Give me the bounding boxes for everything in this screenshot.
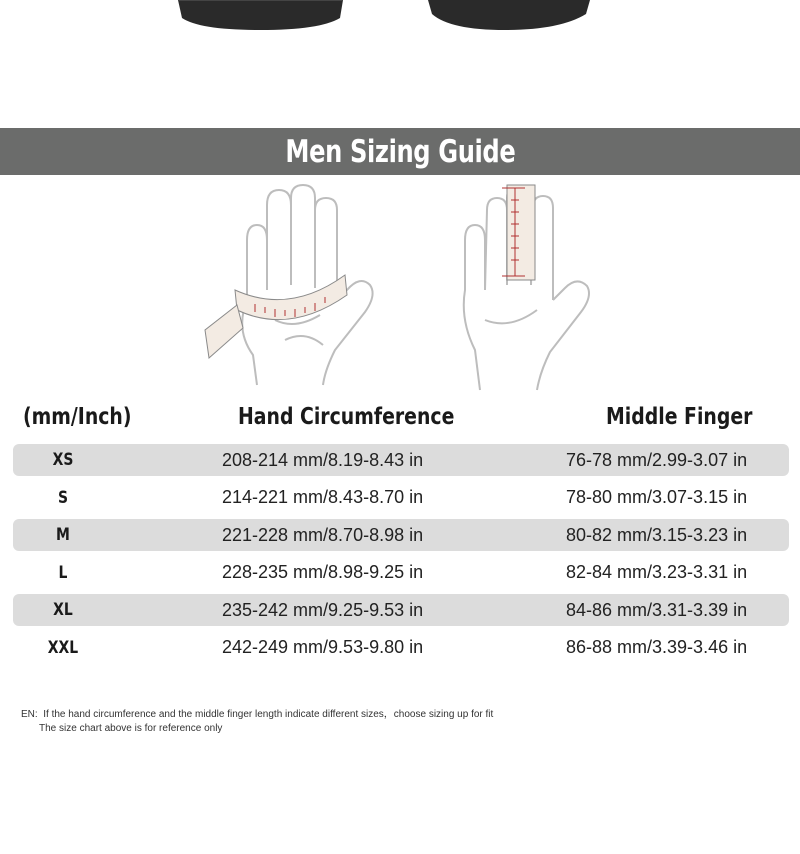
- glove-cuffs-image: [0, 0, 800, 40]
- note-prefix: EN:: [21, 709, 38, 720]
- size-cell: XS: [52, 450, 74, 470]
- finger-cell: 78-80 mm/3.07-3.15 in: [566, 487, 748, 508]
- hand-cell: 228-235 mm/8.98-9.25 in: [222, 562, 424, 583]
- table-row: [13, 444, 789, 476]
- banner-title: Men Sizing Guide: [285, 133, 515, 170]
- finger-cell: 76-78 mm/2.99-3.07 in: [566, 449, 748, 470]
- hand-cell: 235-242 mm/9.25-9.53 in: [222, 599, 424, 620]
- note-line-2: The size chart above is for reference only: [39, 723, 223, 734]
- table-row: [13, 594, 789, 626]
- hand-cell: 214-221 mm/8.43-8.70 in: [222, 487, 424, 508]
- hand-cell: 221-228 mm/8.70-8.98 in: [222, 524, 424, 545]
- note-text-1: If the hand circumference and the middle finger length indicate different sizes，choose sizing up for fit: [43, 709, 494, 720]
- size-table: [13, 444, 789, 670]
- header-unit: (mm/Inch): [23, 404, 132, 430]
- hand-cell: 242-249 mm/9.53-9.80 in: [222, 637, 424, 658]
- table-row: [13, 632, 789, 664]
- sizing-guide-banner: [0, 128, 800, 175]
- size-cell: S: [57, 487, 69, 508]
- middle-finger-illustration: [455, 180, 605, 395]
- table-row: [13, 519, 789, 551]
- size-cell: L: [58, 562, 68, 583]
- hand-cell: 208-214 mm/8.19-8.43 in: [222, 449, 424, 470]
- hand-circumference-illustration: [195, 180, 385, 395]
- finger-cell: 82-84 mm/3.23-3.31 in: [566, 562, 748, 583]
- sizing-note: [21, 708, 493, 736]
- finger-cell: 84-86 mm/3.31-3.39 in: [566, 599, 748, 620]
- size-cell: XXL: [47, 637, 79, 658]
- header-middle-finger: Middle Finger: [606, 404, 753, 430]
- table-row: [13, 557, 789, 589]
- table-row: [13, 482, 789, 514]
- note-line-1: [21, 708, 493, 722]
- size-cell: XL: [53, 600, 73, 621]
- finger-cell: 80-82 mm/3.15-3.23 in: [566, 524, 748, 545]
- finger-cell: 86-88 mm/3.39-3.46 in: [566, 637, 748, 658]
- size-cell: M: [56, 525, 70, 546]
- header-hand-circumference: Hand Circumference: [238, 404, 455, 430]
